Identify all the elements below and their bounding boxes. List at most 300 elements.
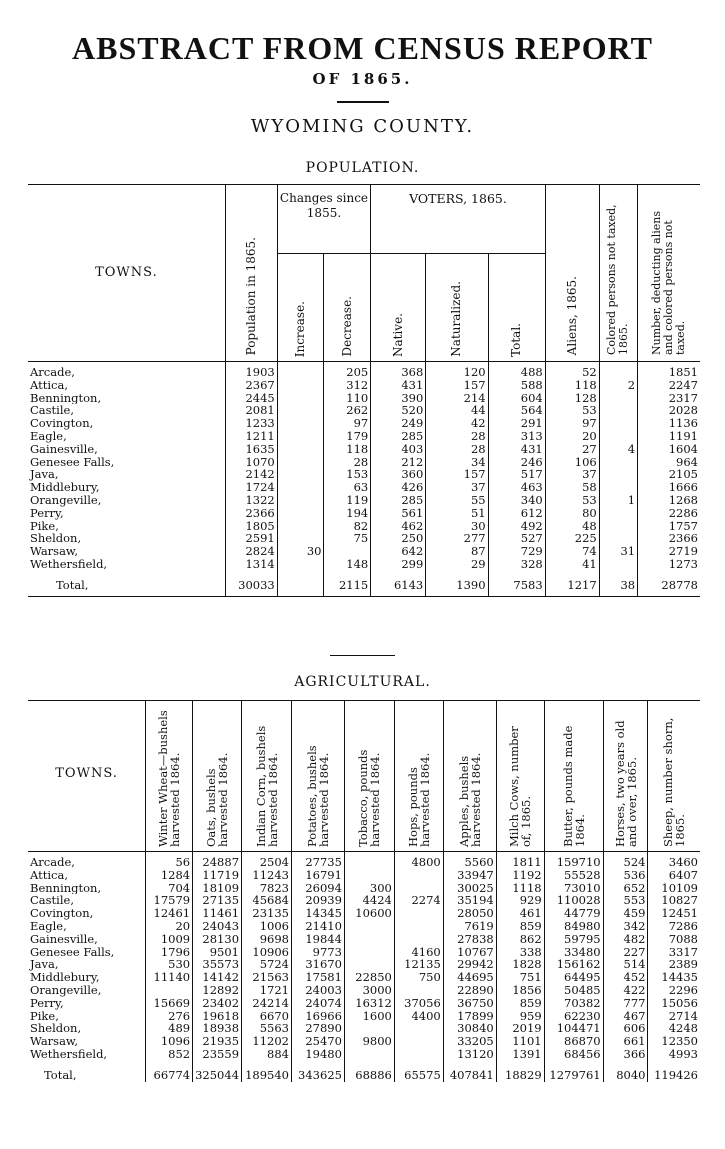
agricultural-cell: 859	[496, 920, 544, 933]
agricultural-cell: 1796	[146, 946, 193, 959]
agricultural-cell: 44695	[443, 971, 496, 984]
town-name: Eagle,	[30, 429, 67, 443]
population-cell: 37	[545, 468, 599, 481]
agricultural-cell: 21935	[193, 1035, 242, 1048]
agricultural-cell: 1811	[496, 852, 544, 869]
agricultural-cell: 11140	[146, 971, 193, 984]
population-cell: 1268	[638, 494, 700, 507]
town-name: Java,	[30, 468, 59, 482]
population-cell: 2286	[638, 507, 700, 520]
agricultural-cell: 12451	[648, 907, 700, 920]
agricultural-cell: 64495	[544, 971, 603, 984]
town-name: Eagle,	[30, 919, 67, 933]
agricultural-cell: 1096	[146, 1035, 193, 1048]
agricultural-cell	[394, 1048, 443, 1061]
agricultural-cell: 422	[603, 984, 648, 997]
population-cell: 44	[426, 404, 488, 417]
agricultural-cell: 73010	[544, 882, 603, 895]
total-cell: 1390	[426, 571, 488, 596]
towns-header: TOWNS.	[28, 185, 225, 362]
total-cell: 407841	[443, 1061, 496, 1082]
agricultural-cell: 19618	[193, 1010, 242, 1023]
agricultural-cell: 9501	[193, 946, 242, 959]
town-name: Gainesville,	[30, 442, 98, 456]
agricultural-cell: 461	[496, 907, 544, 920]
town-name: Middlebury,	[30, 481, 100, 494]
agricultural-cell	[344, 852, 394, 869]
population-cell: 1322	[225, 494, 277, 507]
total-cell: 6143	[371, 571, 426, 596]
population-cell: 27	[545, 443, 599, 456]
agricultural-cell: 19844	[292, 933, 345, 946]
population-cell: 250	[371, 532, 426, 545]
population-cell: 1191	[638, 430, 700, 443]
total-cell: 7583	[488, 571, 545, 596]
agri-col-header: Potatoes, bushels harvested 1864.	[304, 745, 331, 847]
population-cell: 277	[426, 532, 488, 545]
agricultural-cell: 17579	[146, 894, 193, 907]
agricultural-cell: 3460	[648, 852, 700, 869]
agricultural-cell: 10109	[648, 882, 700, 895]
population-cell	[599, 520, 637, 533]
population-cell	[599, 392, 637, 405]
town-name: Attica,	[30, 378, 68, 392]
agricultural-cell	[344, 933, 394, 946]
agricultural-cell: 7088	[648, 933, 700, 946]
agricultural-cell: 489	[146, 1022, 193, 1035]
agricultural-cell: 16312	[344, 997, 394, 1010]
agricultural-cell: 31670	[292, 958, 345, 971]
agricultural-cell: 84980	[544, 920, 603, 933]
col-total-header: Total.	[509, 323, 524, 357]
total-cell: 68886	[344, 1061, 394, 1082]
population-cell: 492	[488, 520, 545, 533]
agricultural-row	[28, 933, 700, 946]
agricultural-cell: 5563	[242, 1022, 292, 1035]
total-cell: 189540	[242, 1061, 292, 1082]
population-cell: 328	[488, 558, 545, 571]
population-row	[28, 532, 700, 545]
agricultural-cell: 661	[603, 1035, 648, 1048]
population-cell: 488	[488, 362, 545, 379]
col-number-header: Number, deducting aliens and colored persons not taxed.	[650, 211, 688, 355]
agricultural-cell: 24043	[193, 920, 242, 933]
agricultural-cell: 11719	[193, 869, 242, 882]
population-cell: 20	[545, 430, 599, 443]
population-cell: 110	[324, 392, 371, 405]
population-cell: 431	[488, 443, 545, 456]
section-divider	[330, 655, 395, 656]
agricultural-cell: 4993	[648, 1048, 700, 1061]
population-cell: 148	[324, 558, 371, 571]
population-cell: 41	[545, 558, 599, 571]
town-name: Bennington,	[30, 391, 102, 405]
agricultural-cell: 7286	[648, 920, 700, 933]
population-cell: 212	[371, 456, 426, 469]
agricultural-cell: 27135	[193, 894, 242, 907]
agricultural-cell: 2296	[648, 984, 700, 997]
population-cell	[599, 404, 637, 417]
agri-col-header: Apples, bushels harvested 1864.	[456, 752, 483, 847]
agricultural-cell: 4248	[648, 1022, 700, 1035]
town-name: Arcade,	[30, 855, 75, 869]
agricultural-cell: 9773	[292, 946, 345, 959]
population-cell: 564	[488, 404, 545, 417]
agricultural-cell: 70382	[544, 997, 603, 1010]
agricultural-cell: 21563	[242, 971, 292, 984]
agricultural-cell: 2274	[394, 894, 443, 907]
population-cell: 1635	[225, 443, 277, 456]
agricultural-cell: 4424	[344, 894, 394, 907]
agricultural-cell: 36750	[443, 997, 496, 1010]
population-cell: 1757	[638, 520, 700, 533]
agricultural-cell: 884	[242, 1048, 292, 1061]
agricultural-cell: 14435	[648, 971, 700, 984]
population-cell: 2367	[225, 379, 277, 392]
agricultural-cell: 55528	[544, 869, 603, 882]
total-label: Total,	[28, 571, 225, 596]
agricultural-cell: 23135	[242, 907, 292, 920]
town-name: Sheldon,	[30, 532, 82, 546]
population-row	[28, 362, 700, 379]
population-cell: 2366	[225, 507, 277, 520]
agricultural-cell: 4160	[394, 946, 443, 959]
col-colored-header: Colored persons not taxed, 1865.	[605, 204, 631, 355]
population-cell: 1903	[225, 362, 277, 379]
population-cell: 463	[488, 481, 545, 494]
population-cell: 285	[371, 430, 426, 443]
population-cell: 2445	[225, 392, 277, 405]
population-cell: 28	[324, 456, 371, 469]
population-cell	[599, 417, 637, 430]
population-cell: 1805	[225, 520, 277, 533]
population-cell: 4	[599, 443, 637, 456]
agricultural-cell: 33205	[443, 1035, 496, 1048]
total-cell	[277, 571, 324, 596]
population-cell: 1211	[225, 430, 277, 443]
agricultural-cell: 929	[496, 894, 544, 907]
population-cell	[277, 443, 324, 456]
population-cell: 214	[426, 392, 488, 405]
town-name: Bennington,	[30, 881, 102, 895]
town-name: Perry,	[30, 506, 64, 520]
agricultural-cell: 1828	[496, 958, 544, 971]
population-cell: 390	[371, 392, 426, 405]
agricultural-cell: 68456	[544, 1048, 603, 1061]
agricultural-cell: 15056	[648, 997, 700, 1010]
town-name: Warsaw,	[30, 1035, 79, 1048]
agricultural-cell: 14142	[193, 971, 242, 984]
agricultural-total-row	[28, 1061, 700, 1082]
population-cell: 1604	[638, 443, 700, 456]
population-total-row	[28, 571, 700, 596]
agricultural-row	[28, 984, 700, 997]
population-cell	[277, 379, 324, 392]
agricultural-row	[28, 869, 700, 882]
total-cell: 65575	[394, 1061, 443, 1082]
population-cell	[277, 558, 324, 571]
agricultural-cell: 1101	[496, 1035, 544, 1048]
population-cell: 291	[488, 417, 545, 430]
agricultural-cell: 21410	[292, 920, 345, 933]
page-title: ABSTRACT FROM CENSUS REPORT	[72, 30, 653, 66]
agricultural-cell: 862	[496, 933, 544, 946]
agri-col-header: Milch Cows, number of, 1865.	[507, 726, 534, 847]
population-cell	[277, 507, 324, 520]
population-cell: 312	[324, 379, 371, 392]
agricultural-cell: 1856	[496, 984, 544, 997]
population-cell: 30	[277, 545, 324, 558]
town-name: Genesee Falls,	[30, 455, 115, 469]
population-cell: 30	[426, 520, 488, 533]
agricultural-cell: 33947	[443, 869, 496, 882]
agricultural-cell: 45684	[242, 894, 292, 907]
agricultural-cell: 9800	[344, 1035, 394, 1048]
population-cell: 34	[426, 456, 488, 469]
population-cell	[277, 481, 324, 494]
agricultural-cell	[394, 1035, 443, 1048]
population-row	[28, 379, 700, 392]
population-table	[28, 184, 700, 597]
population-cell	[277, 430, 324, 443]
population-cell: 205	[324, 362, 371, 379]
agricultural-cell	[344, 946, 394, 959]
population-cell: 426	[371, 481, 426, 494]
agricultural-cell: 159710	[544, 852, 603, 869]
total-cell: 1279761	[544, 1061, 603, 1082]
page-subtitle: OF 1865.	[312, 70, 413, 88]
population-cell	[277, 468, 324, 481]
title-divider	[337, 101, 389, 103]
agricultural-cell: 467	[603, 1010, 648, 1023]
total-label: Total,	[44, 1067, 77, 1082]
town-name: Castile,	[30, 894, 74, 908]
agricultural-cell: 35194	[443, 894, 496, 907]
agri-col-header: Winter Wheat—bushels harvested 1864.	[156, 710, 183, 847]
population-cell	[599, 558, 637, 571]
town-name: Attica,	[30, 868, 68, 882]
agricultural-cell: 300	[344, 882, 394, 895]
agricultural-row	[28, 852, 700, 869]
population-heading: POPULATION.	[305, 160, 420, 176]
town-name: Middlebury,	[30, 971, 100, 984]
agricultural-cell: 652	[603, 882, 648, 895]
agricultural-cell: 20939	[292, 894, 345, 907]
population-cell: 157	[426, 379, 488, 392]
population-cell: 97	[545, 417, 599, 430]
agricultural-cell: 10827	[648, 894, 700, 907]
population-cell: 74	[545, 545, 599, 558]
agricultural-cell: 2504	[242, 852, 292, 869]
population-cell	[277, 392, 324, 405]
agri-col-header: Tobacco, pounds harvested 1864.	[356, 749, 383, 847]
agricultural-cell: 1284	[146, 869, 193, 882]
town-name: Gainesville,	[30, 932, 98, 946]
total-cell: 1217	[545, 571, 599, 596]
agricultural-cell: 2019	[496, 1022, 544, 1035]
county-name: WYOMING COUNTY.	[250, 116, 475, 137]
population-cell: 1136	[638, 417, 700, 430]
population-cell: 561	[371, 507, 426, 520]
agricultural-cell: 7823	[242, 882, 292, 895]
population-cell: 520	[371, 404, 426, 417]
population-row	[28, 558, 700, 571]
agri-col-header: Horses, two years old and over, 1865.	[612, 720, 639, 847]
agricultural-cell: 3000	[344, 984, 394, 997]
total-cell: 18829	[496, 1061, 544, 1082]
population-cell: 75	[324, 532, 371, 545]
agri-col-header: Sheep, number shorn, 1865.	[661, 717, 688, 847]
population-cell: 313	[488, 430, 545, 443]
town-name: Arcade,	[30, 365, 75, 379]
agricultural-cell: 26094	[292, 882, 345, 895]
population-cell: 58	[545, 481, 599, 494]
agricultural-cell: 1391	[496, 1048, 544, 1061]
agricultural-cell: 536	[603, 869, 648, 882]
agricultural-cell: 12892	[193, 984, 242, 997]
agricultural-cell: 86870	[544, 1035, 603, 1048]
population-cell: 2105	[638, 468, 700, 481]
agricultural-cell: 1009	[146, 933, 193, 946]
agricultural-cell: 366	[603, 1048, 648, 1061]
town-name: Perry,	[30, 996, 64, 1010]
population-cell: 1273	[638, 558, 700, 571]
agricultural-cell: 18938	[193, 1022, 242, 1035]
agricultural-cell: 750	[394, 971, 443, 984]
agricultural-cell	[344, 869, 394, 882]
agri-towns-header: TOWNS.	[28, 701, 146, 852]
agricultural-cell: 20	[146, 920, 193, 933]
agricultural-cell	[146, 984, 193, 997]
agricultural-cell: 16966	[292, 1010, 345, 1023]
population-cell: 2247	[638, 379, 700, 392]
col-increase-header: Increase.	[293, 300, 308, 357]
population-cell	[277, 404, 324, 417]
population-cell: 118	[324, 443, 371, 456]
total-cell: 343625	[292, 1061, 345, 1082]
agricultural-cell: 852	[146, 1048, 193, 1061]
total-cell: 119426	[648, 1061, 700, 1082]
population-cell: 97	[324, 417, 371, 430]
population-cell: 2317	[638, 392, 700, 405]
population-cell: 128	[545, 392, 599, 405]
agri-col-header: Oats, bushels harvested 1864.	[204, 752, 231, 847]
population-cell	[277, 417, 324, 430]
agricultural-cell: 1118	[496, 882, 544, 895]
agricultural-cell	[394, 933, 443, 946]
agricultural-cell: 11461	[193, 907, 242, 920]
population-cell: 2028	[638, 404, 700, 417]
population-cell: 964	[638, 456, 700, 469]
agricultural-cell: 10906	[242, 946, 292, 959]
population-cell: 87	[426, 545, 488, 558]
agricultural-cell: 59795	[544, 933, 603, 946]
agricultural-cell: 2714	[648, 1010, 700, 1023]
population-cell: 37	[426, 481, 488, 494]
population-cell: 53	[545, 494, 599, 507]
population-cell: 2366	[638, 532, 700, 545]
agricultural-cell: 704	[146, 882, 193, 895]
agricultural-cell: 17899	[443, 1010, 496, 1023]
agricultural-cell: 751	[496, 971, 544, 984]
agricultural-cell: 25470	[292, 1035, 345, 1048]
agricultural-cell: 12461	[146, 907, 193, 920]
agricultural-cell: 959	[496, 1010, 544, 1023]
population-row	[28, 494, 700, 507]
agricultural-cell: 18109	[193, 882, 242, 895]
agricultural-cell: 27838	[443, 933, 496, 946]
agricultural-cell: 11243	[242, 869, 292, 882]
population-cell: 368	[371, 362, 426, 379]
population-cell: 588	[488, 379, 545, 392]
population-cell: 431	[371, 379, 426, 392]
agricultural-cell: 342	[603, 920, 648, 933]
agricultural-cell: 28050	[443, 907, 496, 920]
agricultural-cell: 27890	[292, 1022, 345, 1035]
population-cell: 2081	[225, 404, 277, 417]
agricultural-cell: 1721	[242, 984, 292, 997]
town-name: Java,	[30, 958, 59, 972]
agricultural-cell: 9698	[242, 933, 292, 946]
agricultural-cell: 2389	[648, 958, 700, 971]
agricultural-cell: 22850	[344, 971, 394, 984]
population-row	[28, 443, 700, 456]
population-cell: 225	[545, 532, 599, 545]
agricultural-cell: 10767	[443, 946, 496, 959]
population-cell: 55	[426, 494, 488, 507]
population-cell: 1070	[225, 456, 277, 469]
population-cell: 1314	[225, 558, 277, 571]
town-name: Orangeville,	[30, 983, 102, 997]
agricultural-cell: 27735	[292, 852, 345, 869]
population-cell: 119	[324, 494, 371, 507]
population-cell: 29	[426, 558, 488, 571]
agricultural-cell	[394, 984, 443, 997]
agricultural-cell: 13120	[443, 1048, 496, 1061]
population-cell: 462	[371, 520, 426, 533]
town-name: Covington,	[30, 417, 94, 430]
agricultural-cell: 459	[603, 907, 648, 920]
agricultural-cell	[394, 920, 443, 933]
agricultural-heading: AGRICULTURAL.	[294, 674, 431, 690]
agricultural-cell: 19480	[292, 1048, 345, 1061]
population-cell: 299	[371, 558, 426, 571]
voters-group-header: VOTERS, 1865.	[371, 185, 545, 254]
population-cell	[599, 430, 637, 443]
total-cell: 30033	[225, 571, 277, 596]
col-naturalized-header: Naturalized.	[449, 281, 464, 357]
population-cell: 42	[426, 417, 488, 430]
population-cell: 1	[599, 494, 637, 507]
agricultural-cell	[394, 1022, 443, 1035]
total-cell: 66774	[146, 1061, 193, 1082]
town-name: Sheldon,	[30, 1022, 82, 1036]
population-cell: 153	[324, 468, 371, 481]
agricultural-cell: 482	[603, 933, 648, 946]
total-cell: 28778	[638, 571, 700, 596]
agricultural-cell: 1600	[344, 1010, 394, 1023]
agricultural-cell: 11202	[242, 1035, 292, 1048]
population-cell: 246	[488, 456, 545, 469]
population-cell: 194	[324, 507, 371, 520]
population-cell: 80	[545, 507, 599, 520]
agricultural-cell	[394, 907, 443, 920]
agricultural-cell: 6670	[242, 1010, 292, 1023]
agricultural-cell: 156162	[544, 958, 603, 971]
agricultural-cell: 17581	[292, 971, 345, 984]
agricultural-cell: 37056	[394, 997, 443, 1010]
population-cell: 51	[426, 507, 488, 520]
